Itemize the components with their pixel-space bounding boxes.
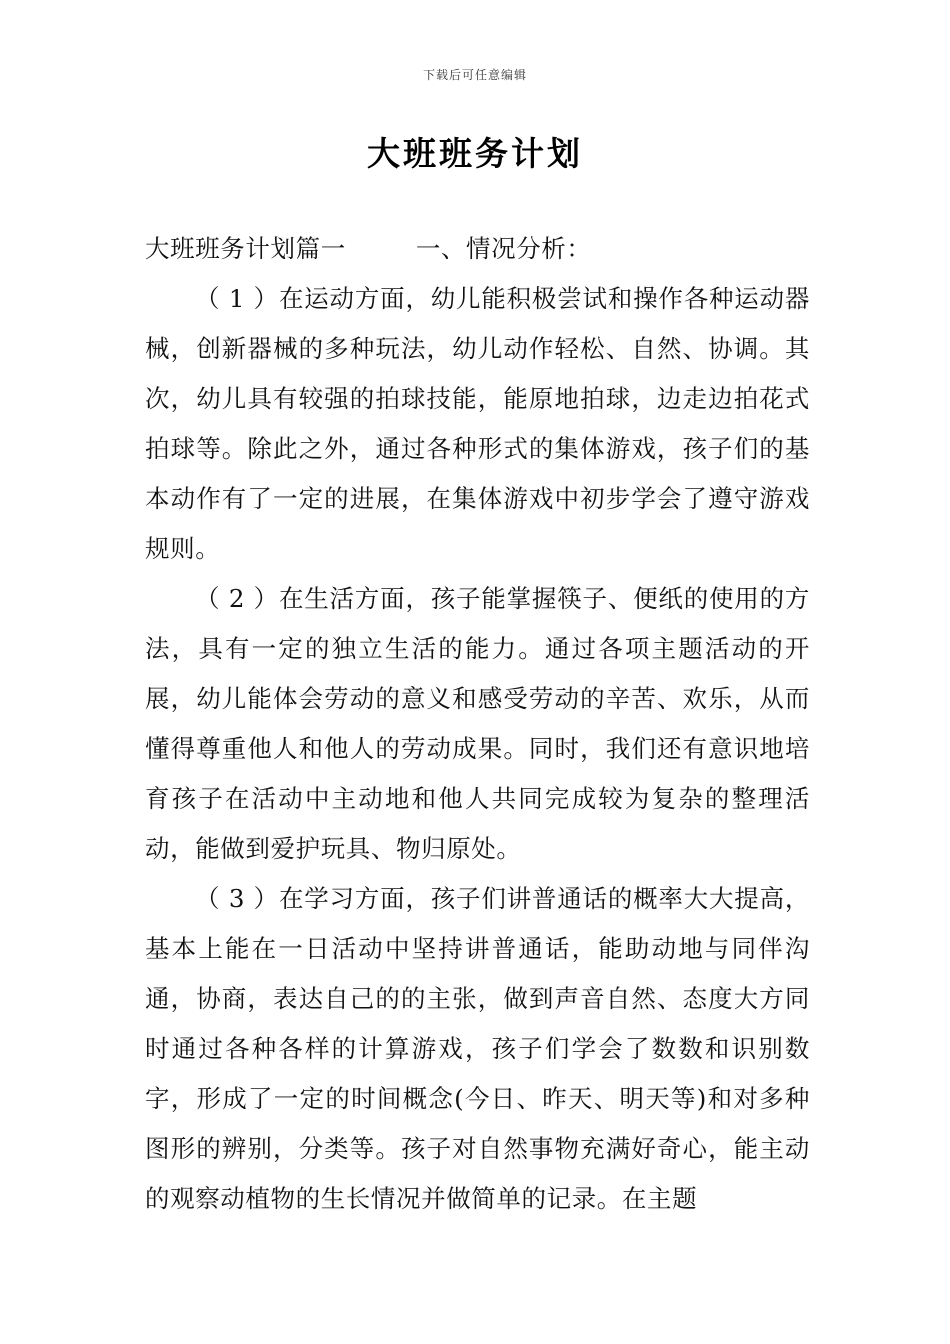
- subtitle-line: [145, 224, 810, 274]
- section-heading: 一、情况分析：: [415, 234, 592, 263]
- article-heading: 大班班务计划篇一: [145, 234, 346, 263]
- paragraph-motor: （ 1 ）在运动方面，幼儿能积极尝试和操作各种运动器械，创新器械的多种玩法，幼儿动作轻松、自然、协调。其次，幼儿具有较强的拍球技能，能原地拍球，边走边拍花式拍球等。除此之外，通过各种形式的集体游戏，孩子们的基本动作有了一定的进展，在集体游戏中初步学会了遵守游戏规则。: [145, 284, 810, 563]
- document-title: 大班班务计划: [367, 134, 583, 173]
- paragraph-daily-life: （ 2 ）在生活方面，孩子能掌握筷子、便纸的使用的方法，具有一定的独立生活的能力。通过各项主题活动的开展，幼儿能体会劳动的意义和感受劳动的辛苦、欢乐，从而懂得尊重他人和他人的劳动成果。同时，我们还有意识地培育孩子在活动中主动地和他人共同完成较为复杂的整理活动，能做到爱护玩具、物归原处。: [145, 584, 810, 863]
- document-body: [145, 224, 810, 1224]
- paragraph-learning: （ 3 ）在学习方面，孩子们讲普通话的概率大大提高，基本上能在一日活动中坚持讲普通话，能助动地与同伴沟通，协商，表达自己的的主张，做到声音自然、态度大方同时通过各种各样的计算游戏，孩子们学会了数数和识别数字，形成了一定的时间概念(今日、昨天、明天等)和对多种图形的辨别，分类等。孩子对自然事物充满好奇心，能主动的观察动植物的生长情况并做简单的记录。在主题: [145, 884, 810, 1213]
- header-note: 下载后可任意编辑: [422, 68, 527, 82]
